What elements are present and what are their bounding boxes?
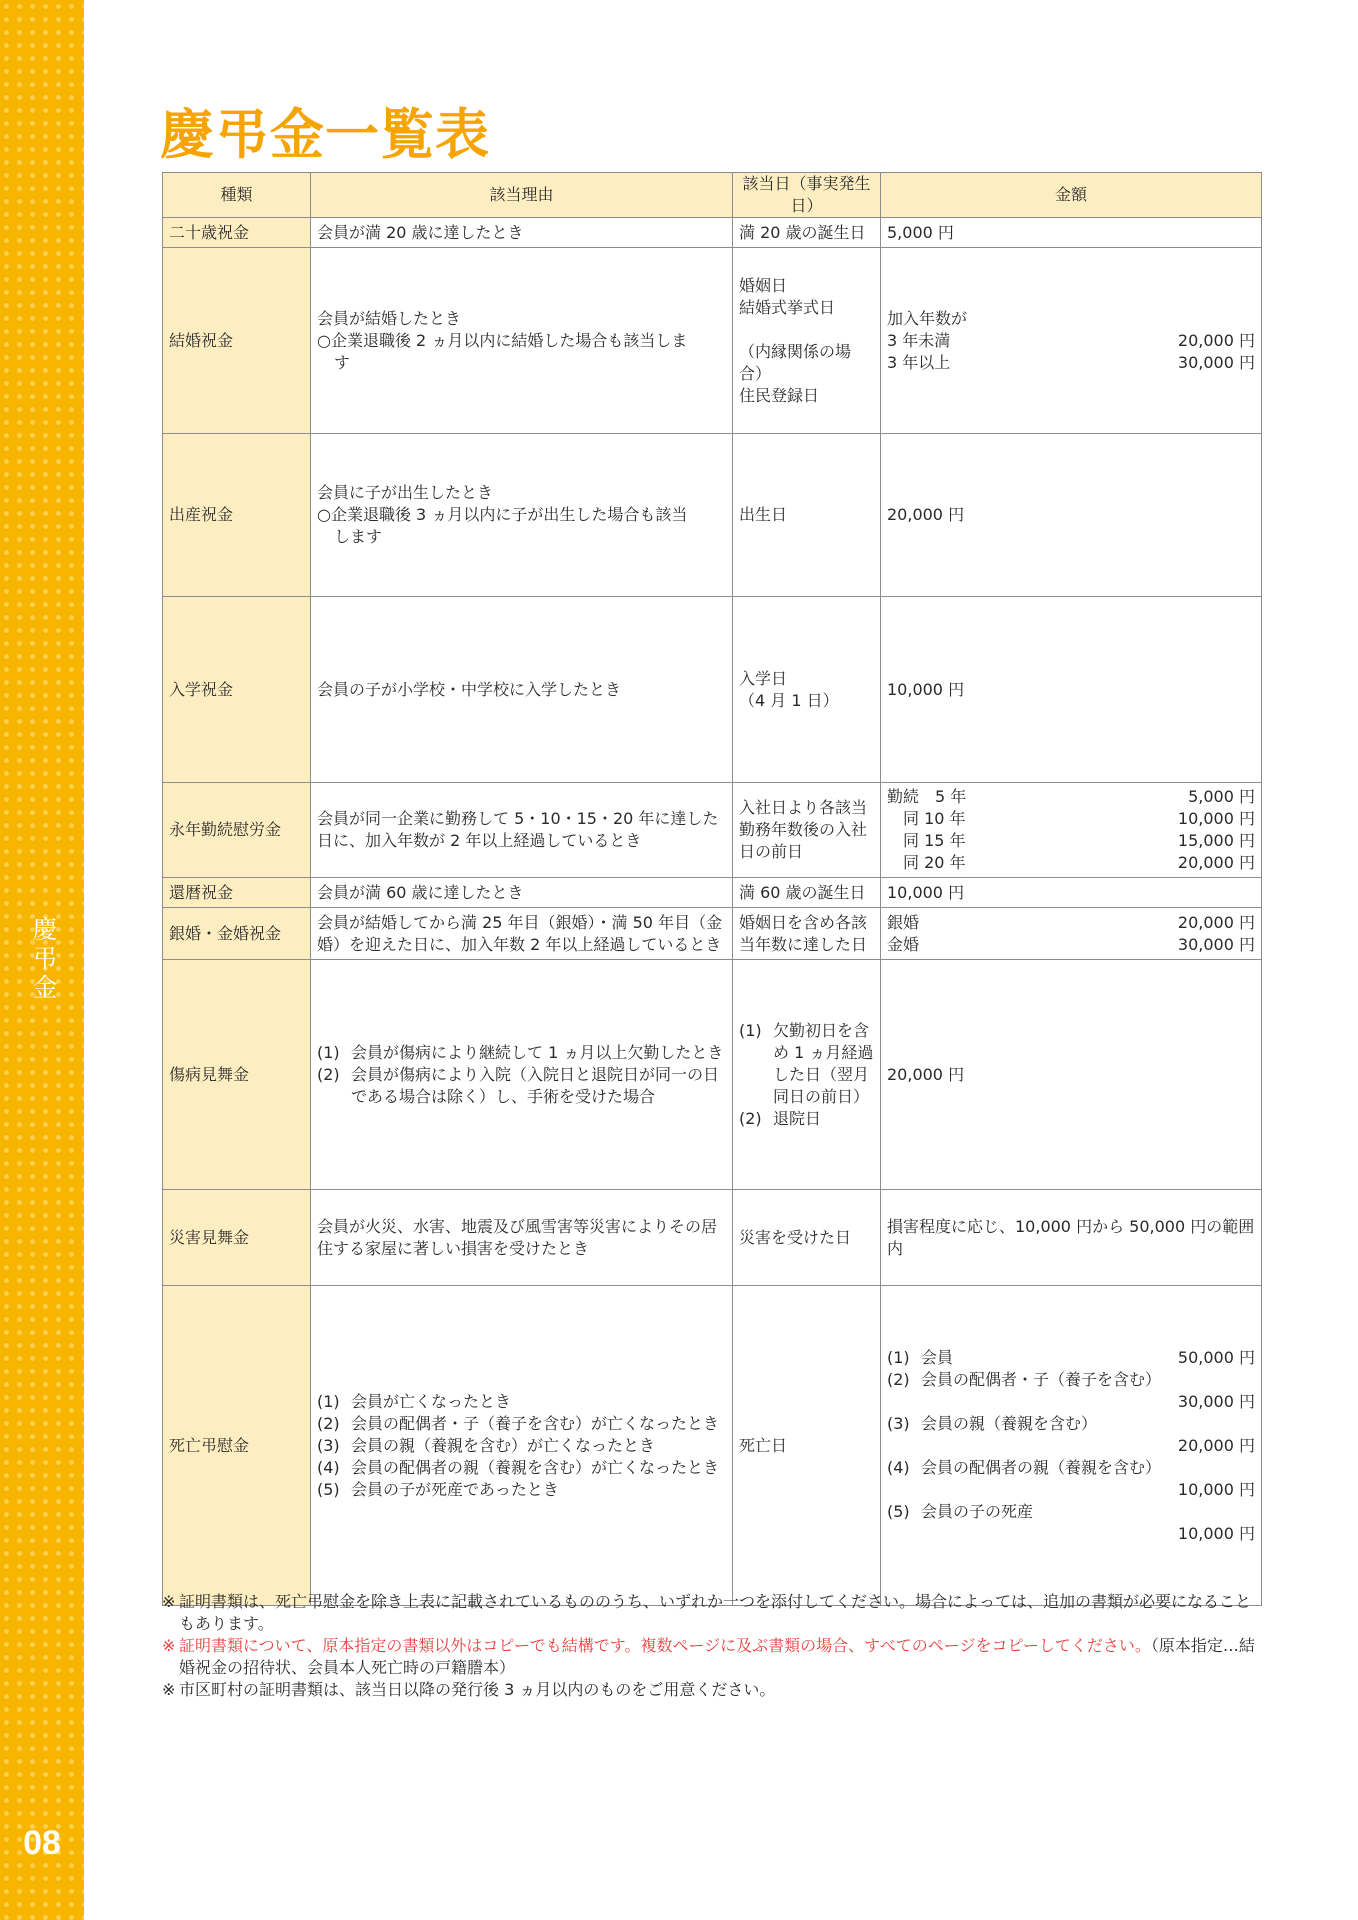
row-date [733, 248, 881, 434]
item-text [921, 1347, 1255, 1369]
note-red-text: 証明書類について、原本指定の書類以外はコピーでも結構です。複数ページに及ぶ書類の場合、すべてのページをコピーしてください。 [179, 1636, 1151, 1655]
footnote [162, 1679, 1266, 1701]
amount-item [887, 1413, 1255, 1435]
page-number: 08 [23, 1824, 61, 1862]
date-line: 入学日 [739, 668, 788, 688]
table-row [163, 1286, 1262, 1606]
item-number: (4) [317, 1457, 340, 1477]
row-date [733, 597, 881, 783]
header-date: 該当日（事実発生日） [733, 173, 881, 218]
row-type: 傷病見舞金 [163, 960, 311, 1190]
row-reason [311, 960, 733, 1190]
note-mark: ※ [162, 1592, 176, 1611]
row-type: 災害見舞金 [163, 1190, 311, 1286]
reason-line: します [334, 527, 383, 546]
row-date: 出生日 [733, 434, 881, 597]
date-line: 結婚式挙式日 [739, 297, 836, 317]
reason-item [317, 1413, 726, 1435]
date-item [739, 1020, 874, 1108]
amount-value: 10,000 円 [1177, 1523, 1255, 1543]
row-reason: 会員が満 60 歳に達したとき [311, 878, 733, 908]
row-reason: 会員が結婚してから満 25 年目（銀婚）・満 50 年目（金婚）を迎えた日に、加入年数 2 年以上経過しているとき [311, 908, 733, 960]
amount-line [887, 934, 1255, 956]
item-text: 会員が傷病により継続して 1 ヵ月以上欠勤したとき [351, 1042, 724, 1062]
amount-line [887, 852, 1255, 874]
amount-value: 10,000 円 [1177, 809, 1255, 828]
reason-item [317, 1064, 726, 1108]
amount-value: 20,000 円 [1177, 1435, 1255, 1455]
row-type: 永年勤続慰労金 [163, 783, 311, 878]
amount-line [887, 830, 1255, 852]
date-item [739, 1108, 874, 1130]
header-amount: 金額 [881, 173, 1262, 218]
header-type: 種類 [163, 173, 311, 218]
amount-label: 金婚 [887, 934, 920, 954]
item-number: (1) [887, 1347, 910, 1367]
reason-item [317, 1457, 726, 1479]
date-line: 婚姻日 [739, 275, 788, 295]
row-amount: 10,000 円 [881, 878, 1262, 908]
row-type: 銀婚・金婚祝金 [163, 908, 311, 960]
amount-label: 銀婚 [887, 912, 920, 932]
row-reason: 会員が火災、水害、地震及び風雪害等災害によりその居住する家屋に著しい損害を受けたとき [311, 1190, 733, 1286]
amount-value: 10,000 円 [1177, 1479, 1255, 1499]
row-reason [311, 1286, 733, 1606]
amount-label: 会員の子の死産 [921, 1501, 1034, 1521]
amount-label: 会員の配偶者の親（養親を含む） [921, 1457, 1162, 1477]
row-date: 満 20 歳の誕生日 [733, 218, 881, 248]
amount-line [887, 786, 1255, 808]
row-amount: 5,000 円 [881, 218, 1262, 248]
item-number: (1) [317, 1391, 340, 1411]
item-number: (1) [317, 1042, 340, 1062]
reason-line: 会員に子が出生したとき [317, 483, 494, 502]
row-date [733, 960, 881, 1190]
row-date: 災害を受けた日 [733, 1190, 881, 1286]
amount-value: 15,000 円 [1177, 831, 1255, 850]
row-reason [311, 248, 733, 434]
amount-label: 3 年以上 [887, 352, 951, 372]
note-mark: ※ [162, 1636, 176, 1655]
amount-intro: 加入年数が [887, 308, 968, 328]
amount-line [887, 912, 1255, 934]
amount-value: 20,000 円 [1177, 853, 1255, 872]
reason-item [317, 1435, 726, 1457]
row-reason: 会員が同一企業に勤務して 5・10・15・20 年に達した日に、加入年数が 2 年以上経過しているとき [311, 783, 733, 878]
amount-label: 会員の親（養親を含む） [921, 1413, 1098, 1433]
reason-item [317, 1479, 726, 1501]
row-type: 還暦祝金 [163, 878, 311, 908]
item-text: 会員が亡くなったとき [351, 1391, 512, 1411]
amount-item [887, 1501, 1255, 1523]
note-black-text: （原本指定…結婚祝金の招待状、会員本人死亡時の戸籍謄本） [179, 1636, 1255, 1677]
row-date: 婚姻日を含め各該当年数に達した日 [733, 908, 881, 960]
row-amount [881, 1286, 1262, 1606]
item-text: 会員の配偶者の親（養親を含む）が亡くなったとき [351, 1457, 720, 1477]
table-row [163, 783, 1262, 878]
note-text [179, 1635, 1266, 1679]
reason-line: ○企業退職後 3 ヵ月以内に子が出生した場合も該当 [317, 505, 688, 524]
row-date: 入社日より各該当勤務年数後の入社日の前日 [733, 783, 881, 878]
date-line: 住民登録日 [739, 385, 820, 405]
item-text: 欠勤初日を含め 1 ヵ月経過した日（翌月同日の前日） [773, 1020, 874, 1106]
row-amount: 20,000 円 [881, 434, 1262, 597]
item-text: 退院日 [773, 1108, 822, 1128]
amount-line [887, 808, 1255, 830]
amount-label: 同 15 年 [887, 831, 966, 850]
amount-item [887, 1347, 1255, 1369]
amount-value: 30,000 円 [1177, 1391, 1255, 1411]
page-title: 慶弔金一覧表 [160, 103, 490, 166]
amount-label: 3 年未満 [887, 330, 951, 350]
item-text: 会員の親（養親を含む）が亡くなったとき [351, 1435, 656, 1455]
amount-item [887, 1457, 1255, 1479]
row-reason: 会員の子が小学校・中学校に入学したとき [311, 597, 733, 783]
note-text: 市区町村の証明書類は、該当日以降の発行後 3 ヵ月以内のものをご用意ください。 [179, 1680, 776, 1699]
reason-line: 会員が結婚したとき [317, 308, 462, 328]
amount-label: 勤続 5 年 [887, 787, 967, 806]
item-number: (3) [887, 1413, 910, 1433]
item-number: (2) [887, 1369, 910, 1389]
reason-item [317, 1391, 726, 1413]
row-type: 二十歳祝金 [163, 218, 311, 248]
table-header-row [163, 173, 1262, 218]
amount-label: 同 20 年 [887, 853, 966, 872]
amount-value: 20,000 円 [1177, 330, 1255, 350]
table-row [163, 878, 1262, 908]
row-date: 死亡日 [733, 1286, 881, 1606]
footnotes [162, 1591, 1266, 1701]
footnote [162, 1591, 1266, 1635]
amount-value: 30,000 円 [1177, 934, 1255, 954]
table-row [163, 908, 1262, 960]
note-text: 証明書類は、死亡弔慰金を除き上表に記載されているもののうち、いずれか一つを添付してください。場合によっては、追加の書類が必要になることもあります。 [179, 1592, 1252, 1633]
item-number: (2) [317, 1064, 340, 1084]
row-type: 死亡弔慰金 [163, 1286, 311, 1606]
reason-line: す [334, 352, 351, 372]
row-amount [881, 248, 1262, 434]
table-row [163, 248, 1262, 434]
item-number: (4) [887, 1457, 910, 1477]
item-number: (2) [317, 1413, 340, 1433]
row-amount: 20,000 円 [881, 960, 1262, 1190]
sidebar-section-label [30, 915, 60, 1002]
amount-value: 5,000 円 [1188, 787, 1255, 806]
amount-label: 同 10 年 [887, 809, 966, 828]
item-number: (3) [317, 1435, 340, 1455]
row-amount: 損害程度に応じ、10,000 円から 50,000 円の範囲内 [881, 1190, 1262, 1286]
row-amount [881, 783, 1262, 878]
amount-line [887, 330, 1255, 352]
benefits-table [162, 172, 1262, 1606]
sidebar-label-char: 慶 [32, 915, 58, 944]
row-type: 入学祝金 [163, 597, 311, 783]
row-amount: 10,000 円 [881, 597, 1262, 783]
table-row [163, 597, 1262, 783]
table-row [163, 1190, 1262, 1286]
amount-value: 20,000 円 [1177, 912, 1255, 932]
amount-value: 30,000 円 [1177, 352, 1255, 372]
row-date: 満 60 歳の誕生日 [733, 878, 881, 908]
note-mark: ※ [162, 1680, 176, 1699]
table-row [163, 960, 1262, 1190]
amount-label: 会員 [921, 1347, 954, 1367]
sidebar-label-char: 金 [32, 973, 58, 1002]
item-number: (5) [317, 1479, 340, 1499]
table-row [163, 434, 1262, 597]
reason-line: ○企業退職後 2 ヵ月以内に結婚した場合も該当しま [317, 330, 688, 350]
date-line: （4 月 1 日） [739, 690, 839, 710]
row-type: 出産祝金 [163, 434, 311, 597]
item-number: (2) [739, 1108, 762, 1128]
amount-value: 50,000 円 [1177, 1347, 1255, 1367]
header-reason: 該当理由 [311, 173, 733, 218]
row-reason: 会員が満 20 歳に達したとき [311, 218, 733, 248]
item-text: 会員の子が死産であったとき [351, 1479, 559, 1499]
row-type: 結婚祝金 [163, 248, 311, 434]
amount-line [887, 352, 1255, 374]
amount-label: 会員の配偶者・子（養子を含む） [921, 1369, 1162, 1389]
item-text: 会員が傷病により入院（入院日と退院日が同一の日である場合は除く）し、手術を受けた場合 [351, 1064, 720, 1106]
item-number: (5) [887, 1501, 910, 1521]
row-reason [311, 434, 733, 597]
item-number: (1) [739, 1020, 762, 1040]
reason-item [317, 1042, 726, 1064]
item-text: 会員の配偶者・子（養子を含む）が亡くなったとき [351, 1413, 720, 1433]
date-line: （内縁関係の場合） [739, 341, 852, 383]
table-row [163, 218, 1262, 248]
amount-item [887, 1369, 1255, 1391]
row-amount [881, 908, 1262, 960]
footnote-highlight [162, 1635, 1266, 1679]
sidebar-label-char: 弔 [32, 944, 58, 973]
